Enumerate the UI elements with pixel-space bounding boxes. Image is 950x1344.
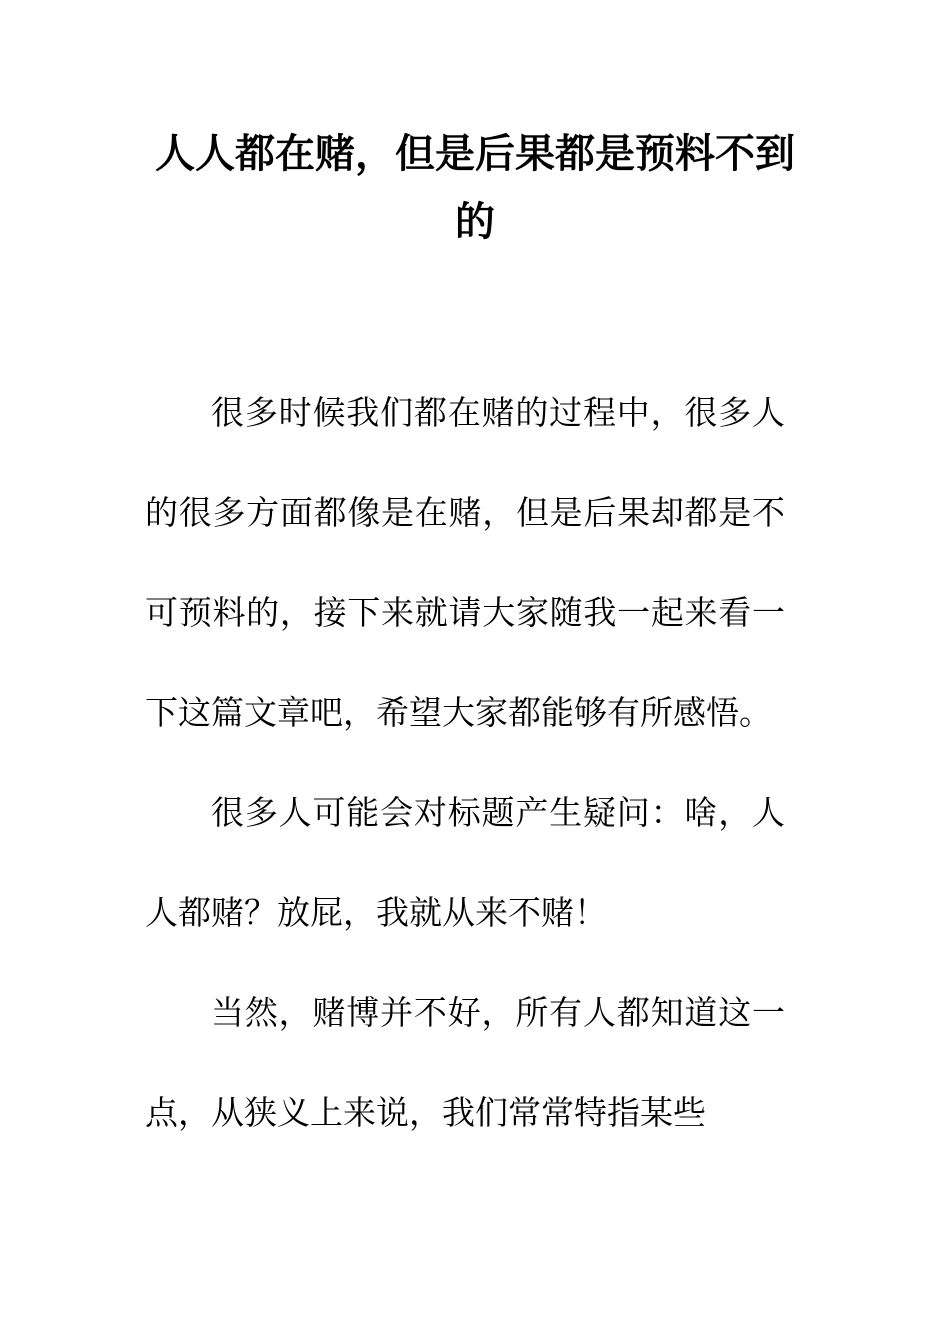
document-title: 人人都在赌，但是后果都是预料不到的 — [155, 130, 795, 245]
document-body — [145, 363, 785, 1163]
paragraph: 很多时候我们都在赌的过程中，很多人的很多方面都像是在赌，但是后果却都是不可预料的，接下来就请大家随我一起来看一下这篇文章吧，希望大家都能够有所感悟。 — [145, 393, 785, 732]
paragraph: 很多人可能会对标题产生疑问：啥，人人都赌？放屁，我就从来不赌！ — [145, 793, 785, 932]
paragraph: 当然，赌博并不好，所有人都知道这一点，从狭义上来说，我们常常特指某些 — [145, 993, 785, 1132]
